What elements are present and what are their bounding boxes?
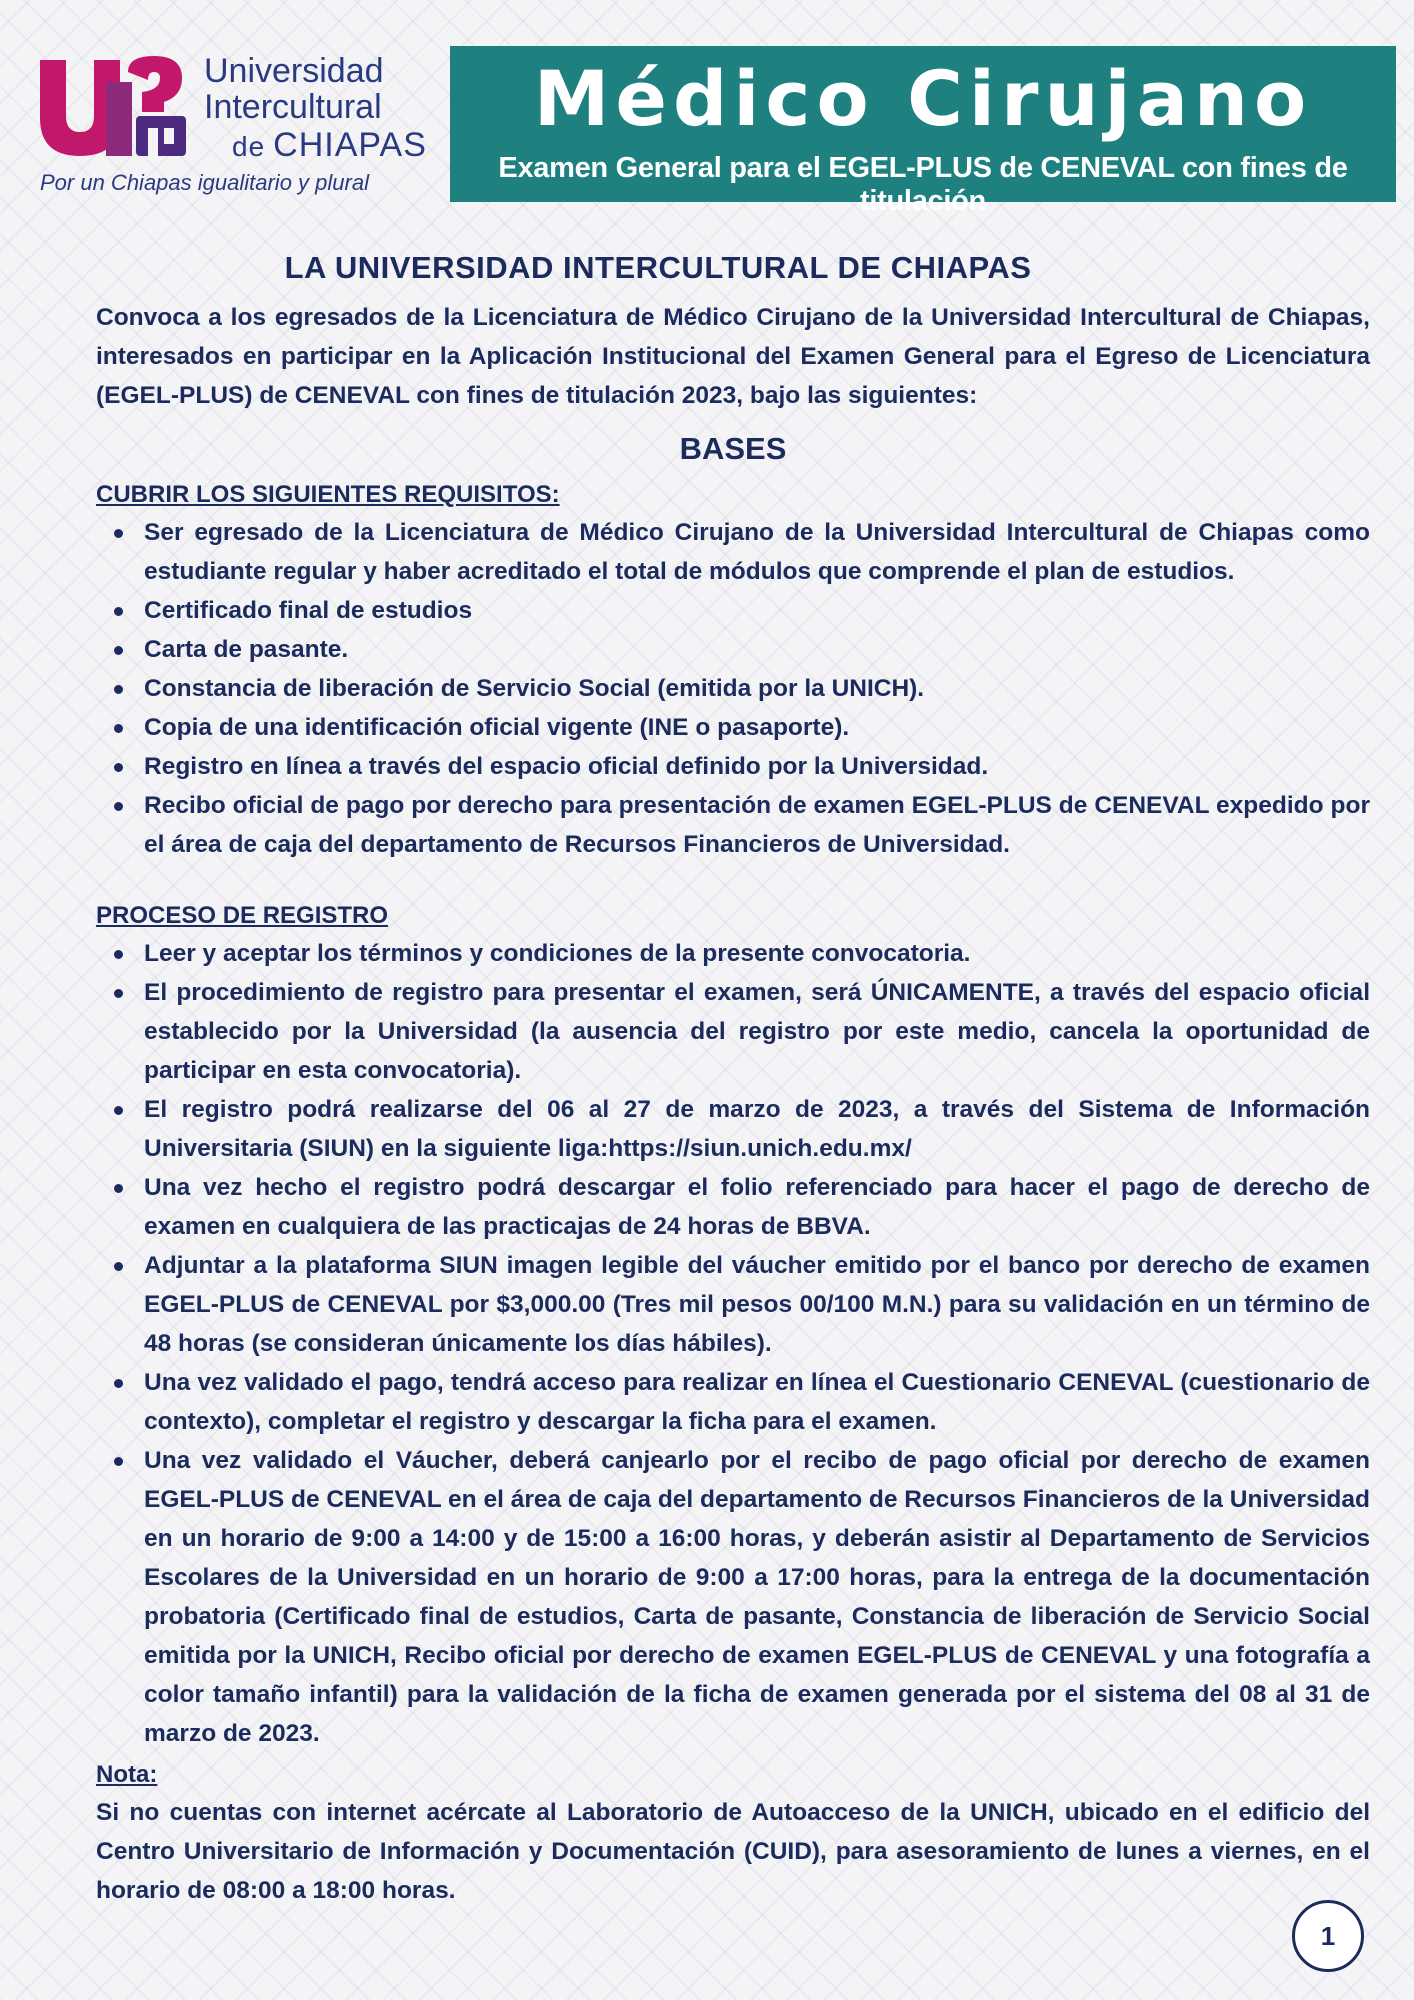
list-item: Una vez hecho el registro podrá descargar el folio referenciado para hacer el pago de derecho de examen en cualquiera de las practicajas de 24 horas de BBVA. (144, 1168, 1370, 1246)
logo-text-line1: Universidad (204, 52, 384, 90)
requisitos-list (96, 513, 1370, 864)
list-item: Ser egresado de la Licenciatura de Médico Cirujano de la Universidad Intercultural de Chiapas como estudiante regular y haber acreditado el total de módulos que comprende el plan de estudios. (144, 513, 1370, 591)
logo-text-chiapas: CHIAPAS (273, 126, 427, 164)
list-item: El procedimiento de registro para presentar el examen, será ÚNICAMENTE, a través del espacio oficial establecido por la Universidad (la ausencia del registro por este medio, cancela la oportunidad de participar en esta convocatoria). (144, 973, 1370, 1090)
list-item: Recibo oficial de pago por derecho para presentación de examen EGEL-PLUS de CENEVAL expedido por el área de caja del departamento de Recursos Financieros de Universidad. (144, 786, 1370, 864)
unich-logo-mark (36, 52, 196, 162)
section-spacer (96, 864, 1370, 898)
logo-tagline: Por un Chiapas igualitario y plural (40, 170, 369, 195)
logo-text-line3 (232, 126, 427, 165)
list-item: Constancia de liberación de Servicio Social (emitida por la UNICH). (144, 669, 1370, 708)
page-header (0, 0, 1414, 215)
banner-subtitle: Examen General para el EGEL-PLUS de CENEVAL con fines de titulación (498, 152, 1348, 217)
list-item: Certificado final de estudios (144, 591, 1370, 630)
list-item: Una vez validado el pago, tendrá acceso para realizar en línea el Cuestionario CENEVAL (cuestionario de contexto), completar el registro y descargar la ficha para el examen. (144, 1363, 1370, 1441)
intro-paragraph: Convoca a los egresados de la Licenciatura de Médico Cirujano de la Universidad Intercultural de Chiapas, interesados en participar en la Aplicación Institucional del Examen General para el Egreso de Licenciatura (EGEL-PLUS) de CENEVAL con fines de titulación 2023, bajo las siguientes: (96, 304, 1370, 409)
bases-title: BASES (679, 431, 787, 466)
registro-title: PROCESO DE REGISTRO (96, 902, 389, 929)
list-item: Carta de pasante. (144, 630, 1370, 669)
nota-text: Si no cuentas con internet acércate al Laboratorio de Autoacceso de la UNICH, ubicado en el edificio del Centro Universitario de Información y Documentación (CUID), para asesoramiento de lunes a viernes, en el horario de 08:00 a 18:00 horas. (96, 1799, 1370, 1904)
list-item: Copia de una identificación oficial vigente (INE o pasaporte). (144, 708, 1370, 747)
banner-title: Médico Cirujano (533, 54, 1313, 143)
list-item: Leer y aceptar los términos y condiciones de la presente convocatoria. (144, 934, 1370, 973)
logo-text-line2: Intercultural (204, 88, 382, 126)
document-body (96, 250, 1370, 1910)
list-item: El registro podrá realizarse del 06 al 27 de marzo de 2023, a través del Sistema de Información Universitaria (SIUN) en la siguiente liga:https://siun.unich.edu.mx/ (144, 1090, 1370, 1168)
main-heading: LA UNIVERSIDAD INTERCULTURAL DE CHIAPAS (284, 250, 1032, 285)
title-banner (450, 46, 1396, 217)
list-item: Adjuntar a la plataforma SIUN imagen legible del váucher emitido por el banco por derecho de examen EGEL-PLUS de CENEVAL por $3,000.00 (Tres mil pesos 00/100 M.N.) para su validación en un término de 48 horas (se consideran únicamente los días hábiles). (144, 1246, 1370, 1363)
requisitos-title: CUBRIR LOS SIGUIENTES REQUISITOS: (96, 481, 560, 508)
page-number: 1 (1292, 1900, 1364, 1972)
nota-title: Nota: (96, 1761, 158, 1788)
registro-list (96, 934, 1370, 1753)
list-item: Registro en línea a través del espacio oficial definido por la Universidad. (144, 747, 1370, 786)
logo-text-de: de (232, 131, 266, 162)
list-item: Una vez validado el Váucher, deberá canjearlo por el recibo de pago oficial por derecho de examen EGEL-PLUS de CENEVAL en el área de caja del departamento de Recursos Financieros de la Universidad en un horario de 9:00 a 14:00 y de 15:00 a 16:00 horas, y deberán asistir al Departamento de Servicios Escolares de la Universidad en un horario de 9:00 a 17:00 horas, para la entrega de la documentación probatoria (Certificado final de estudios, Carta de pasante, Constancia de liberación de Servicio Social emitida por la UNICH, Recibo oficial por derecho de examen EGEL-PLUS de CENEVAL y una fotografía a color tamaño infantil) para la validación de la ficha de examen generada por el sistema del 08 al 31 de marzo de 2023. (144, 1441, 1370, 1753)
university-logo (36, 52, 436, 202)
